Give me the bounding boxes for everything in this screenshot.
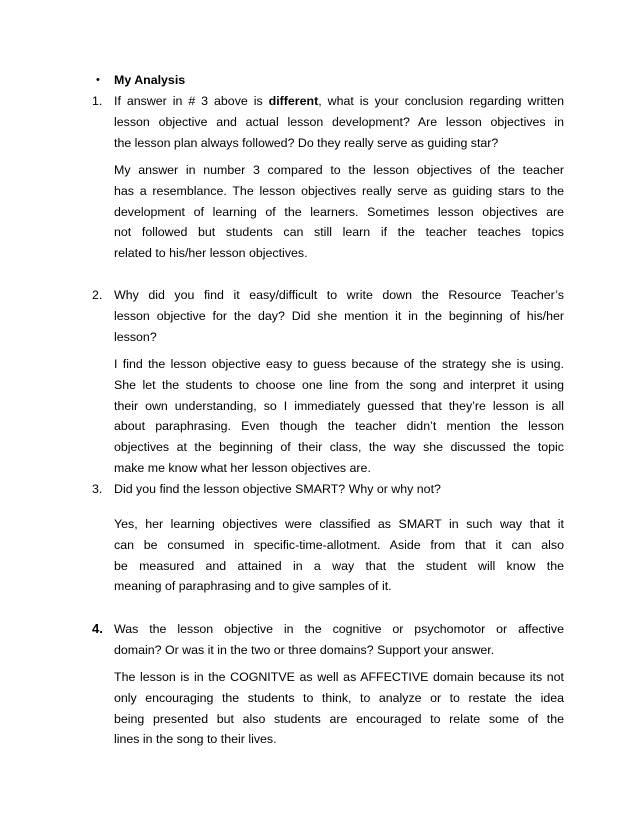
item-number: 3.: [92, 482, 103, 496]
question-suffix: , what is your conclusion regarding written: [318, 94, 564, 108]
item-number: 1.: [92, 94, 103, 108]
answer-line: She let the students to choose one line from the song and interpret it using: [114, 377, 564, 392]
item-number: 4.: [92, 621, 103, 636]
answer-text: [114, 354, 564, 479]
answer-line: Yes, her learning objectives were classified as SMART in such way that it: [114, 517, 564, 531]
question-text: [114, 285, 564, 347]
answer-line: be measured and attained in a way that the student will know the: [114, 558, 564, 573]
answer-line: development of learning of the learners. Sometimes lesson objectives are: [114, 204, 564, 219]
question-line: lesson?: [114, 329, 157, 344]
answer-line: meaning of paraphrasing and to give samples of it.: [114, 579, 392, 594]
answer-line: My answer in number 3 compared to the lesson objectives of the teacher: [114, 163, 564, 177]
answer-line: related to his/her lesson objectives.: [114, 246, 308, 261]
answer-line: has a resemblance. The lesson objectives really serve as guiding stars to the: [114, 183, 564, 198]
question-line: lesson objective for the day? Did she mention it in the beginning of his/her: [114, 308, 564, 323]
question-line: Why did you find it easy/difficult to write down the Resource Teacher’s: [114, 288, 564, 302]
answer-line: The lesson is in the COGNITVE as well as AFFECTIVE domain because its not: [114, 670, 564, 684]
question-text: [114, 479, 564, 500]
question-emphasis: different: [268, 94, 319, 108]
answer-text: [114, 160, 564, 264]
answer-text: [114, 667, 564, 750]
question-line: lesson objective and actual lesson development? Are lesson objectives in: [114, 114, 564, 129]
question-text: [114, 91, 564, 153]
answer-line: lines in the song to their lives.: [114, 732, 277, 747]
answer-line: make me know what her lesson objectives are.: [114, 460, 371, 475]
answer-line: objectives at the beginning of their class, the way she discussed the topic: [114, 440, 564, 455]
answer-line: I find the lesson objective easy to guess because of the strategy she is using.: [114, 357, 564, 371]
item-number: 2.: [92, 288, 103, 302]
answer-line: only encouraging the students to think, to analyze or to restate the idea: [114, 690, 564, 705]
answer-line: not followed but students can still learn if the teacher teaches topics: [114, 225, 564, 240]
question-line: Was the lesson objective in the cognitive or psychomotor or affective: [114, 622, 564, 636]
heading-title: My Analysis: [114, 73, 186, 87]
question-line-1: [114, 91, 564, 112]
answer-line: about paraphrasing. Even though the teacher didn’t mention the lesson: [114, 419, 564, 434]
answer-text: [114, 514, 564, 597]
bullet-icon: •: [96, 74, 100, 86]
question-line: domain? Or was it in the two or three domains? Support your answer.: [114, 642, 495, 657]
question-line: Did you find the lesson objective SMART? Why or why not?: [114, 482, 441, 496]
question-text: [114, 619, 564, 661]
answer-line: can be consumed in specific-time-allotment. Aside from that it can also: [114, 537, 564, 552]
question-line: the lesson plan always followed? Do they really serve as guiding star?: [114, 135, 499, 150]
answer-line: being presented but also students are encouraged to relate some of the: [114, 711, 564, 726]
question-prefix: If answer in # 3 above is: [114, 94, 269, 108]
answer-line: their own understanding, so I immediately guessed that they’re lesson is all: [114, 398, 564, 413]
